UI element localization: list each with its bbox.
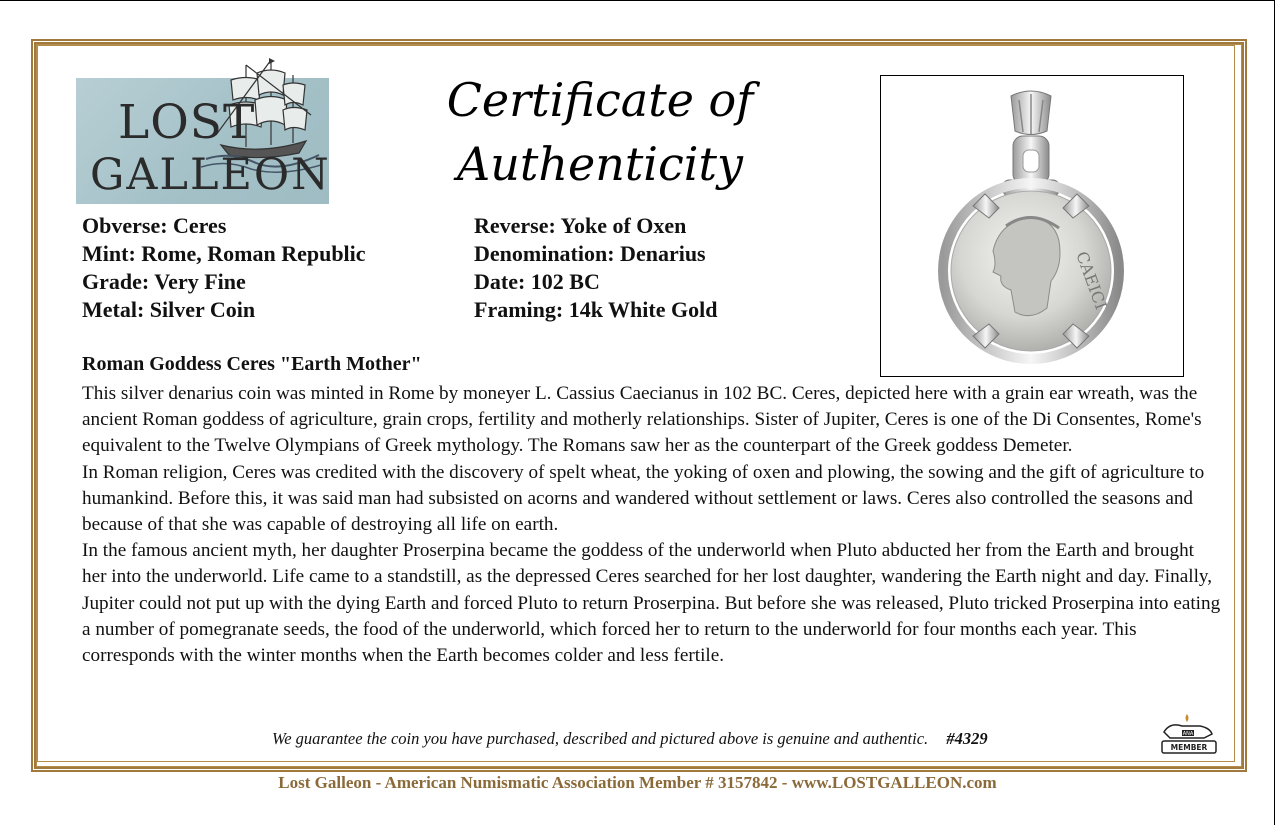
spec-reverse: Reverse: Yoke of Oxen — [474, 213, 687, 238]
description — [82, 381, 1222, 669]
coin-pendant-image — [880, 75, 1184, 377]
certificate-title — [445, 68, 755, 196]
coin-pendant-icon — [881, 76, 1181, 374]
ana-member-icon — [1152, 708, 1222, 758]
section-title: Roman Goddess Ceres "Earth Mother" — [82, 353, 422, 375]
specs-right-column — [474, 212, 717, 324]
ana-text: ANA — [1182, 731, 1194, 737]
logo-text-line1: LOST — [118, 95, 256, 150]
logo-text-line2: GALLEON — [90, 150, 331, 200]
guarantee-text: We guarantee the coin you have purchased, described and pictured above is genuine and authentic. — [272, 729, 929, 748]
specs-left-column — [82, 212, 366, 324]
svg-text:CAEICI: CAEICI — [1072, 248, 1111, 313]
spec-denomination: Denomination: Denarius — [474, 241, 706, 266]
title-line1: Certificate of — [446, 73, 754, 127]
guarantee-statement — [272, 729, 988, 749]
certificate-number: #4329 — [946, 729, 988, 748]
spec-obverse: Obverse: Ceres — [82, 213, 227, 238]
member-text: MEMBER — [1170, 743, 1208, 752]
paragraph: This silver denarius coin was minted in Rome by moneyer L. Cassius Caecianus in 102 BC. Ceres, depicted here with a grain ear wreath, was the ancient Roman goddess of agriculture, grain crops, fertility and motherly relationships. Sister of Jupiter, Ceres is one of the Di Consentes, Rome's equivalent to the Twelve Olympians of Greek mythology. The Romans saw her as the counterpart of the Greek goddess Demeter. — [82, 383, 1202, 457]
spec-grade: Grade: Very Fine — [82, 269, 246, 294]
footer: Lost Galleon - American Numismatic Association Member # 3157842 - www.LOSTGALLEON.com — [278, 773, 997, 792]
spec-framing: Framing: 14k White Gold — [474, 297, 718, 322]
page-edge — [0, 0, 1275, 1]
paragraph: In Roman religion, Ceres was credited with the discovery of spelt wheat, the yoking of oxen and plowing, the sowing and the gift of agriculture to humankind. Before this, it was said man had subsisted on acorns and wandered without settlement or laws. Ceres also controlled the seasons and because of that she was capable of destroying all life on earth. — [82, 461, 1205, 536]
lost-galleon-logo — [76, 55, 331, 205]
title-line2: Authenticity — [457, 137, 743, 191]
paragraph: In the famous ancient myth, her daughter Proserpina became the goddess of the underworld when Pluto abducted her from the Earth and brought her into the underworld. Life came to a standstill, as the depressed Ceres searched for her lost daughter, wandering the Earth night and day. Finally, Jupiter could not put up with the dying Earth and forced Pluto to return Proserpina. But before she was released, Pluto tricked Proserpina into eating a number of pomegranate seeds, the food of the underworld, which forced her to return to the underworld for four months each year. This corresponds with the winter months when the Earth becomes colder and less fertile. — [82, 540, 1221, 667]
spec-metal: Metal: Silver Coin — [82, 297, 256, 322]
spec-mint: Mint: Rome, Roman Republic — [82, 241, 366, 266]
spec-date: Date: 102 BC — [474, 269, 600, 294]
